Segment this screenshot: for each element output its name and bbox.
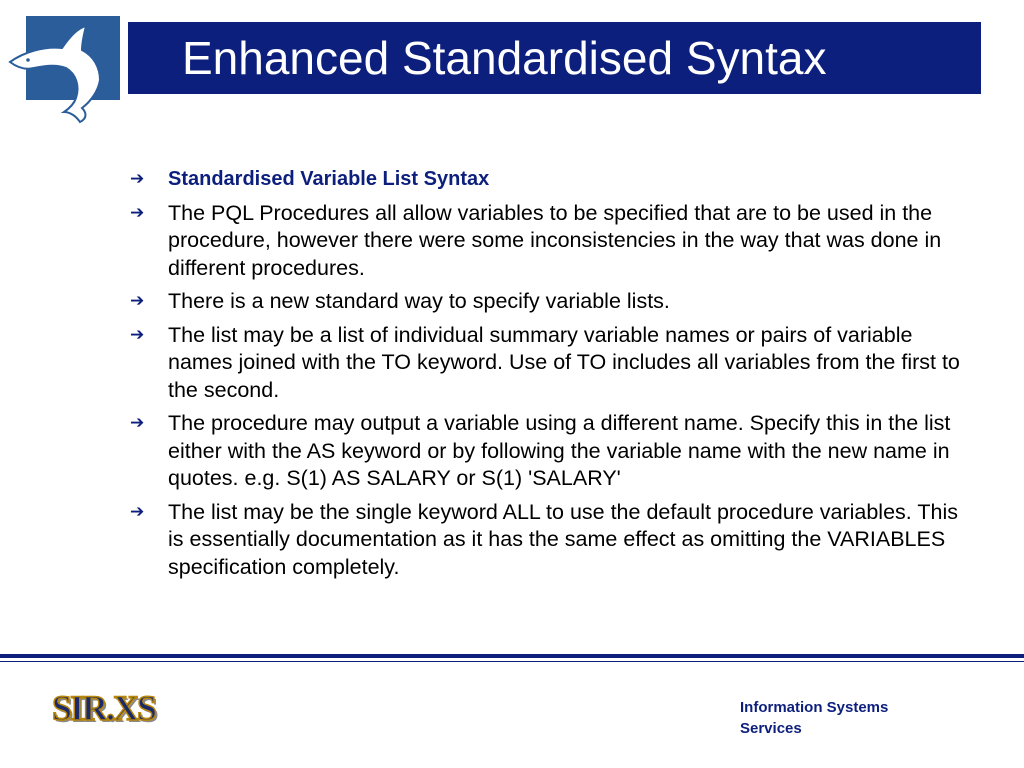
bullet-item bbox=[128, 166, 968, 194]
bullet-text: There is a new standard way to specify variable lists. bbox=[168, 289, 670, 313]
bullet-item bbox=[128, 200, 968, 283]
organization-name bbox=[740, 697, 940, 739]
right-arrow-icon: ➔ bbox=[130, 324, 145, 345]
dolphin-icon bbox=[4, 12, 124, 124]
footer-divider-thin bbox=[0, 661, 1024, 662]
bullet-item bbox=[128, 499, 968, 582]
right-arrow-icon: ➔ bbox=[130, 169, 145, 189]
bullet-text: The list may be the single keyword ALL to use the default procedure variables. This is essentially documentation as it has the same effect as omitting the VARIABLES specification completely. bbox=[168, 499, 958, 579]
bullet-heading: Standardised Variable List Syntax bbox=[168, 168, 490, 190]
right-arrow-icon: ➔ bbox=[130, 291, 145, 311]
organization-line-2: Services bbox=[740, 720, 802, 737]
right-arrow-icon: ➔ bbox=[130, 501, 145, 522]
bullet-text: The PQL Procedures all allow variables to be specified that are to be used in the procedure, however there were some inconsistencies in the way that was done in different procedures. bbox=[168, 200, 942, 280]
bullet-text: The procedure may output a variable using a different name. Specify this in the list either with the AS keyword or by following the variable name with the new name in quotes. e.g. S(1) AS SALARY or S(1) 'SALARY' bbox=[168, 411, 951, 490]
bullet-item bbox=[128, 288, 968, 316]
bullet-item bbox=[128, 410, 968, 493]
bullet-item bbox=[128, 322, 968, 405]
bullet-list bbox=[128, 166, 968, 587]
organization-line-1: Information Systems bbox=[740, 699, 889, 716]
right-arrow-icon: ➔ bbox=[130, 202, 145, 223]
right-arrow-icon: ➔ bbox=[130, 413, 145, 433]
dolphin-eye bbox=[26, 58, 30, 62]
bullet-text: The list may be a list of individual summary variable names or pairs of variable names joined with the TO keyword. Use of TO includes all variables from the first to the second. bbox=[168, 322, 960, 402]
title-bar bbox=[128, 22, 981, 94]
sirxs-logo: SIR.XS bbox=[52, 688, 156, 728]
footer-divider bbox=[0, 654, 1024, 658]
slide-title: Enhanced Standardised Syntax bbox=[182, 32, 827, 84]
